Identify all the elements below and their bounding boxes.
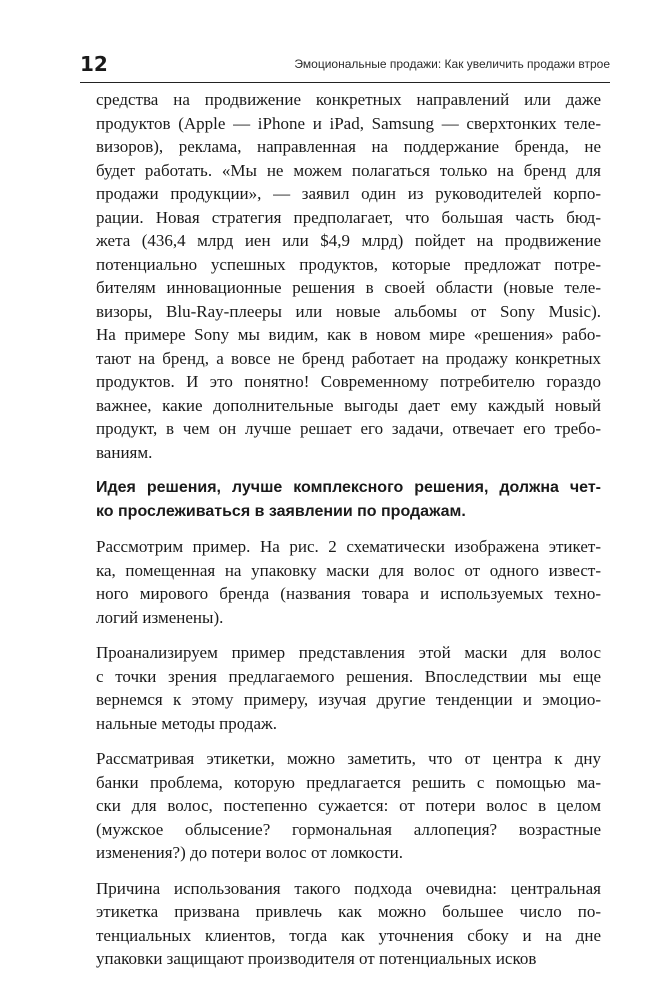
text-line: рации. Новая стратегия предполагает, что большая часть бюд- bbox=[96, 207, 601, 227]
text-line: Идея решения, лучше комплексного решения, должна чет- bbox=[96, 479, 601, 496]
text-line: ски для волос, постепенно сужается: от потери волос в целом bbox=[96, 796, 601, 815]
section-heading bbox=[96, 476, 601, 523]
text-line: тенциальных клиентов, тогда как уточнения сбоку и на дне bbox=[96, 925, 601, 945]
text-line: изменения?) до потери волос от ломкости. bbox=[96, 843, 403, 862]
text-line: Рассмотрим пример. На рис. 2 схематически изображена этикет- bbox=[96, 537, 601, 556]
text-line: продукт, в чем он лучше решает его задачи, отвечает его требо- bbox=[96, 419, 601, 438]
text-line: На примере Sony мы видим, как в новом мире «решения» рабо- bbox=[96, 325, 601, 344]
running-title: Эмоциональные продажи: Как увеличить продажи втрое bbox=[294, 57, 610, 71]
text-line: этикетка призвана привлечь как можно большее число по- bbox=[96, 902, 601, 921]
text-line: банки проблема, которую предлагается решить с помощью ма- bbox=[96, 772, 601, 792]
header-rule bbox=[80, 82, 610, 83]
text-line: вернемся к этому примеру, изучая другие тенденции и эмоцио- bbox=[96, 690, 601, 709]
text-line: ного мирового бренда (названия товара и используемых техно- bbox=[96, 584, 601, 603]
text-line: (мужское облысение? гормональная аллопеция? возрастные bbox=[96, 819, 601, 839]
text-line: упаковки защищают производителя от потенциальных исков bbox=[96, 949, 537, 968]
paragraph bbox=[96, 877, 601, 971]
text-line: Рассматривая этикетки, можно заметить, что от центра к дну bbox=[96, 749, 601, 768]
text-line: визоров), реклама, направленная на поддержание бренда, не bbox=[96, 137, 601, 156]
text-line: потенциально успешных продуктов, которые предложат потре- bbox=[96, 254, 601, 274]
text-line: Проанализируем пример представления этой маски для волос bbox=[96, 643, 601, 662]
text-line: логий изменены). bbox=[96, 607, 224, 627]
body-text bbox=[96, 88, 601, 983]
text-line: нальные методы продаж. bbox=[96, 713, 277, 733]
text-line: бителям инновационные решения в своей области (новые теле- bbox=[96, 278, 601, 297]
text-line: ваниям. bbox=[96, 442, 153, 462]
text-line: ка, помещенная на упаковку маски для волос от одного извест- bbox=[96, 560, 601, 580]
paragraph bbox=[96, 641, 601, 735]
paragraph bbox=[96, 88, 601, 464]
paragraph bbox=[96, 535, 601, 629]
text-line: будет работать. «Мы не можем полагаться только на бренд для bbox=[96, 160, 601, 180]
text-line: продажи продукции», — заявил один из руководителей корпо- bbox=[96, 184, 601, 203]
text-line: с точки зрения предлагаемого решения. Впоследствии мы еще bbox=[96, 666, 601, 686]
text-line: продуктов. И это понятно! Современному потребителю гораздо bbox=[96, 372, 601, 391]
page-number: 12 bbox=[80, 52, 108, 76]
paragraph bbox=[96, 747, 601, 865]
text-line: средства на продвижение конкретных направлений или даже bbox=[96, 90, 601, 109]
text-line: важнее, какие дополнительные выгоды дает ему каждый новый bbox=[96, 395, 601, 415]
text-line: ко прослеживаться в заявлении по продажам. bbox=[96, 502, 466, 520]
text-line: продуктов (Apple — iPhone и iPad, Samsung — сверхтонких теле- bbox=[96, 113, 601, 133]
text-line: Причина использования такого подхода очевидна: центральная bbox=[96, 878, 601, 898]
page-header bbox=[80, 50, 610, 84]
text-line: визоры, Blu-Ray-плееры или новые альбомы от Sony Music). bbox=[96, 301, 601, 321]
text-line: жета (436,4 млрд иен или $4,9 млрд) пойдет на продвижение bbox=[96, 231, 601, 250]
text-line: тают на бренд, а вовсе не бренд работает на продажу конкретных bbox=[96, 348, 601, 368]
